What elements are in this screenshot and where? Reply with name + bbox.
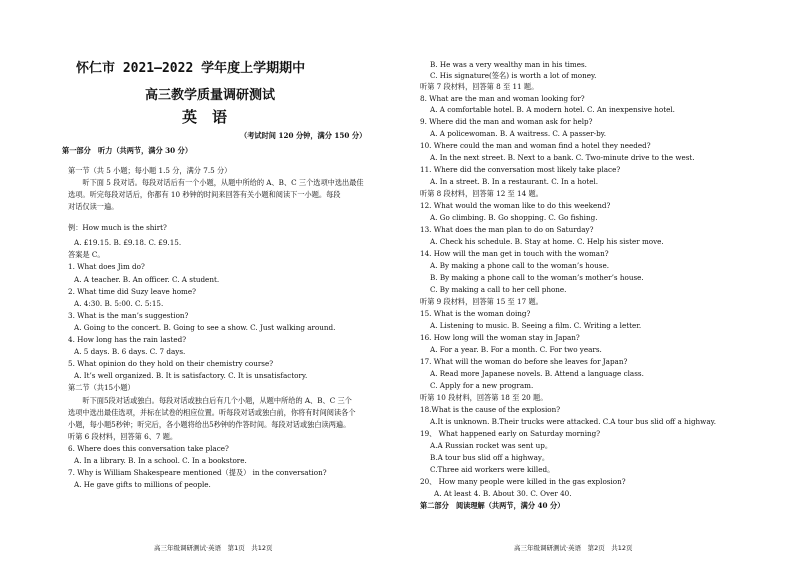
question-options: B.A tour bus slid off a highway。 xyxy=(430,453,550,462)
question-text: 18.What is the cause of the explosion? xyxy=(420,405,561,414)
question-options: A. He gave gifts to millions of people. xyxy=(74,480,211,489)
exam-title-line2: 高三教学质量调研测试 xyxy=(145,88,276,103)
instructions-line: 听下面5段对话或独白。每段对话或独白后有几个小题，从题中所给的 A、B、C 三个 xyxy=(68,396,352,405)
question-text: 9. Where did the man and woman ask for help? xyxy=(420,117,593,126)
question-options: A. 4:30. B. 5:00. C. 5:15. xyxy=(74,299,164,308)
question-options: A. A teacher. B. An officer. C. A student. xyxy=(74,275,220,284)
question-options: A. Check his schedule. B. Stay at home. C. Help his sister move. xyxy=(430,237,664,246)
example-options: A. £19.15. B. £9.18. C. £9.15. xyxy=(74,238,182,247)
passage-label: 听第 9 段材料，回答第 15 至 17 题。 xyxy=(420,297,543,306)
question-options: A. It’s well organized. B. It is satisfactory. C. It is unsatisfactory. xyxy=(74,371,308,380)
instructions-line: 听下面 5 段对话。每段对话后有一个小题，从题中所给的 A、B、C 三个选项中选出最佳 xyxy=(68,178,364,187)
instructions-line: 对话仅读一遍。 xyxy=(68,202,119,211)
question-options: A. By making a phone call to the woman’s house. xyxy=(430,261,609,270)
question-text: 11. Where did the conversation most likely take place? xyxy=(420,165,621,174)
passage-label: 听第 7 段材料，回答第 8 至 11 题。 xyxy=(420,82,539,91)
section-heading: 第二部分 阅读理解（共两节，满分 40 分） xyxy=(420,501,565,510)
question-options: A. Listening to music. B. Seeing a film. C. Writing a letter. xyxy=(430,321,642,330)
section-heading: 第一部分 听力（共两节，满分 30 分） xyxy=(62,146,193,155)
question-options: A. A policewoman. B. A waitress. C. A passer-by. xyxy=(430,129,607,138)
question-options: C. Apply for a new program. xyxy=(430,381,534,390)
question-text: 15. What is the woman doing? xyxy=(420,309,531,318)
question-options: A. Go climbing. B. Go shopping. C. Go fishing. xyxy=(430,213,598,222)
question-options: A. A comfortable hotel. B. A modern hotel. C. An inexpensive hotel. xyxy=(430,105,675,114)
subsection-heading: 第二节（共15小题） xyxy=(68,383,135,392)
question-text: 10. Where could the man and woman find a hotel they needed? xyxy=(420,141,651,150)
subsection-heading: 第一节（共 5 小题；每小题 1.5 分，满分 7.5 分） xyxy=(68,166,232,175)
question-text: 19、 What happened early on Saturday morning? xyxy=(420,429,601,438)
page-footer-right: 高三年级调研测试·英语 第2页 共12页 xyxy=(514,544,633,552)
question-options: B. He was a very wealthy man in his times. xyxy=(430,60,587,69)
question-text: 12. What would the woman like to do this weekend? xyxy=(420,201,611,210)
question-text: 13. What does the man plan to do on Saturday? xyxy=(420,225,594,234)
question-text: 8. What are the man and woman looking for? xyxy=(420,94,585,103)
page-footer-left: 高三年级调研测试·英语 第1页 共12页 xyxy=(154,544,273,552)
passage-label: 听第 6 段材料，回答第 6、7 题。 xyxy=(68,432,178,441)
question-options: A. 5 days. B. 6 days. C. 7 days. xyxy=(74,347,186,356)
question-text: 20、 How many people were killed in the gas explosion? xyxy=(420,477,626,486)
question-options: C. By making a call to her cell phone. xyxy=(430,285,567,294)
question-text: 7. Why is William Shakespeare mentioned（提及） in the conversation? xyxy=(68,468,327,477)
question-text: 5. What opinion do they hold on their chemistry course? xyxy=(68,359,274,368)
example-answer: 答案是 C。 xyxy=(68,250,105,259)
instructions-line: 小题，每小题5秒钟；听完后，各小题将给出5秒钟的作答时间。每段对话或独白读两遍。 xyxy=(68,420,351,429)
question-options: A. Read more Japanese novels. B. Attend a language class. xyxy=(430,369,644,378)
question-text: 6. Where does this conversation take place? xyxy=(68,444,229,453)
question-options: B. By making a phone call to the woman’s mother’s house. xyxy=(430,273,644,282)
question-options: A. In the next street. B. Next to a bank. C. Two-minute drive to the west. xyxy=(430,153,695,162)
question-options: A. In a library. B. In a school. C. In a bookstore. xyxy=(74,456,247,465)
question-options: A.It is unknown. B.Their trucks were attacked. C.A tour bus slid off a highway. xyxy=(430,417,716,426)
example-question: 例：How much is the shirt? xyxy=(68,223,167,232)
exam-info: （考试时间 120 分钟，满分 150 分） xyxy=(240,131,367,140)
question-options: C. His signature(签名) is worth a lot of money. xyxy=(430,71,597,80)
question-options: A. In a street. B. In a restaurant. C. In a hotel. xyxy=(430,177,599,186)
passage-label: 听第 10 段材料，回答第 18 至 20 题。 xyxy=(420,393,548,402)
exam-subject: 英 语 xyxy=(182,108,228,126)
passage-label: 听第 8 段材料，回答第 12 至 14 题。 xyxy=(420,189,543,198)
question-options: A. At least 4. B. About 30. C. Over 40. xyxy=(434,489,572,498)
instructions-line: 选项。听完每段对话后，你都有 10 秒钟的时间来回答有关小题和阅读下一小题。每段 xyxy=(68,190,341,199)
question-text: 17. What will the woman do before she leaves for Japan? xyxy=(420,357,628,366)
question-text: 14. How will the man get in touch with the woman? xyxy=(420,249,609,258)
instructions-line: 选项中选出最佳选项，并标在试卷的相应位置。听每段对话或独白前，你将有时间阅读各个 xyxy=(68,408,356,417)
question-options: C.Three aid workers were killed。 xyxy=(430,465,555,474)
question-options: A. Going to the concert. B. Going to see a show. C. Just walking around. xyxy=(74,323,336,332)
question-text: 1. What does Jim do? xyxy=(68,262,145,271)
question-options: A. For a year. B. For a month. C. For two years. xyxy=(430,345,602,354)
question-options: A.A Russian rocket was sent up。 xyxy=(430,441,553,450)
question-text: 3. What is the man’s suggestion? xyxy=(68,311,189,320)
exam-title-line1: 怀仁市 2021—2022 学年度上学期期中 xyxy=(76,61,306,76)
question-text: 4. How long has the rain lasted? xyxy=(68,335,187,344)
question-text: 16. How long will the woman stay in Japan? xyxy=(420,333,580,342)
question-text: 2. What time did Suzy leave home? xyxy=(68,287,196,296)
